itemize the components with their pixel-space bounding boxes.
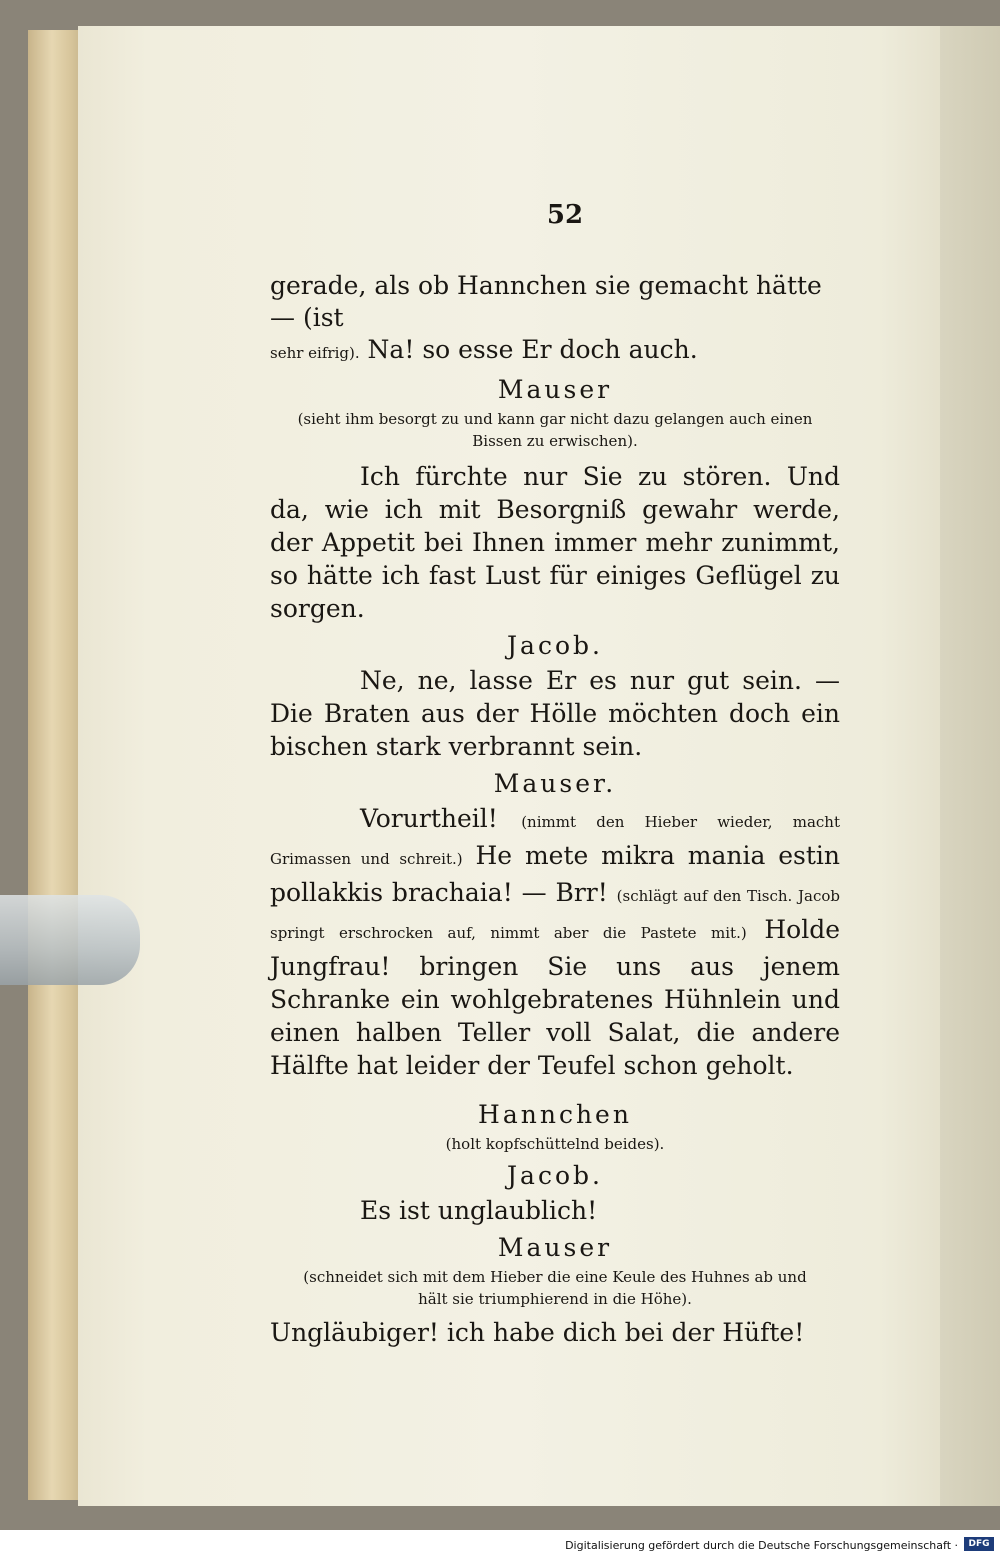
facing-page-edge (940, 26, 1000, 1506)
stage-direction: (schneidet sich mit dem Hieber die eine Keule des Huhnes ab und (303, 1268, 807, 1286)
stage-direction: (schlägt auf den Tisch. Jacob springt erschrocken auf, nimmt aber die Pastete mit.) (270, 887, 841, 942)
speaker-name: Jacob. (507, 631, 603, 660)
footer-bar (0, 1530, 1000, 1558)
speech: Ungläubiger! ich habe dich bei der Hüfte! (270, 1318, 805, 1347)
speech: Ne, ne, lasse Er es nur gut sein. — Die Braten aus der Hölle möchten doch ein bischen stark verbrannt sein. (270, 666, 840, 761)
speech: Es ist unglaublich! (360, 1196, 598, 1225)
stage-direction: Bissen zu erwischen). (472, 432, 638, 450)
stage-direction: (nimmt den Hieber wieder, macht Grimassen und schreit.) (270, 813, 840, 868)
stage-direction: (sieht ihm besorgt zu und kann gar nicht dazu gelangen auch einen (297, 410, 813, 428)
speaker-name: Mauser (497, 1233, 613, 1262)
speech: Ich fürchte nur Sie zu stören. Und da, wie ich mit Besorgniß gewahr werde, der Appetit bei Ihnen immer mehr zunimmt, so hätte ich fast Lust für einiges Geflügel zu sorgen. (270, 462, 840, 623)
speech-fragment: Na! so esse Er doch auch. (359, 335, 698, 364)
speech (270, 802, 840, 1082)
page-text (270, 200, 840, 1349)
text-line (270, 334, 840, 369)
stage-direction: hält sie triumphierend in die Höhe). (418, 1290, 692, 1308)
stage-direction: (holt kopfschüttelnd beides). (445, 1135, 665, 1153)
text-line: gerade, als ob Hannchen sie gemacht hätte — (ist (270, 271, 822, 332)
funding-credit: Digitalisierung gefördert durch die Deutsche Forschungsgemeinschaft · (565, 1539, 958, 1552)
dfg-logo: DFG (964, 1537, 994, 1551)
speaker-name: Hannchen (478, 1100, 632, 1129)
speech-fragment: Vorurtheil! (360, 804, 522, 833)
page-number: 52 (546, 200, 584, 230)
speaker-name: Mauser (497, 375, 613, 404)
speech-fragment: Holde Jungfrau! bringen Sie uns aus jenem Schranke ein wohlgebratenes Hühnlein und einen halben Teller voll Salat, die andere Hälfte hat leider der Teufel schon geholt. (270, 915, 841, 1080)
stage-direction: sehr eifrig). (270, 344, 360, 362)
speaker-name: Mauser. (493, 769, 617, 798)
bookmark-tab (0, 895, 140, 985)
speech-fragment: He mete mikra mania estin pollakkis brachaia! — Brr! (270, 841, 841, 907)
speaker-name: Jacob. (507, 1161, 603, 1190)
